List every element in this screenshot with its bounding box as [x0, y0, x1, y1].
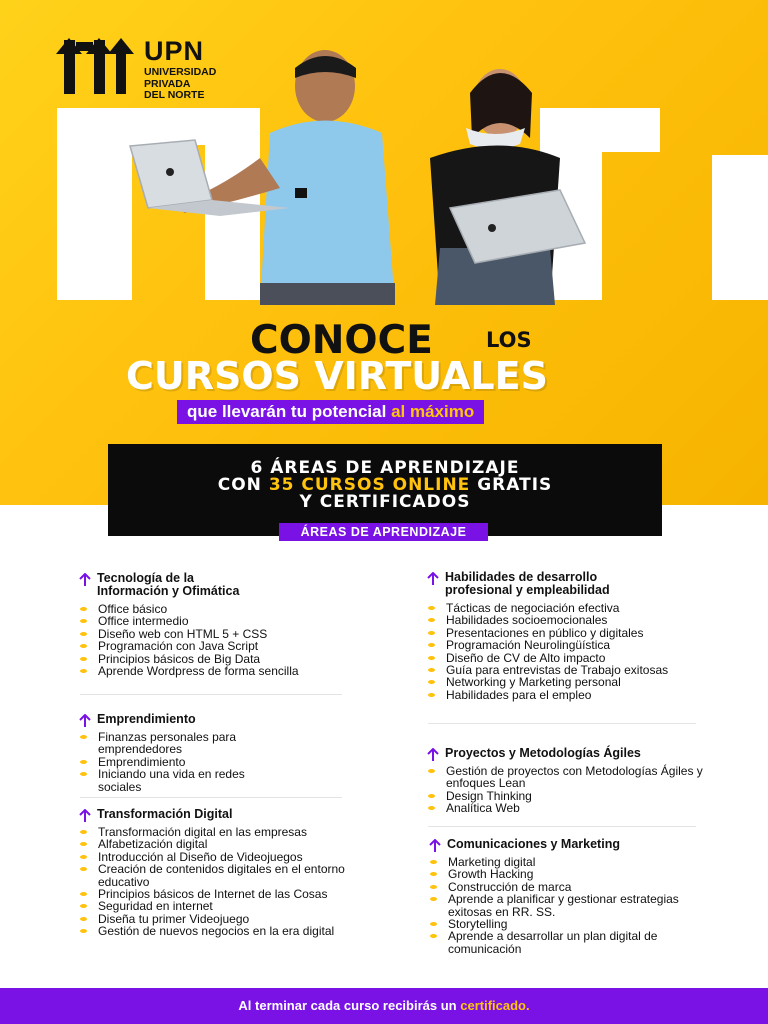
bullet-dot-icon — [80, 735, 87, 739]
section-comunicaciones — [420, 838, 720, 955]
bullet-dot-icon — [80, 830, 87, 834]
section-title-line: Transformación Digital — [97, 807, 233, 821]
bullet-dot-icon — [428, 668, 435, 672]
course-list — [420, 856, 692, 955]
section-title — [418, 571, 718, 597]
section-title-line: Información y Ofimática — [97, 584, 240, 598]
course-item-label: Office intermedio — [98, 614, 189, 629]
course-list — [418, 602, 678, 701]
section-divider — [80, 694, 342, 695]
footer-bar — [0, 988, 768, 1024]
section-emprendimiento — [70, 713, 370, 793]
banner-line1: 6 ÁREAS DE APRENDIZAJE — [250, 458, 520, 478]
arrow-up-icon — [78, 809, 92, 823]
bullet-dot-icon — [430, 885, 437, 889]
section-title — [70, 713, 370, 726]
course-list — [70, 731, 290, 793]
course-item-label: Transformación digital en las empresas — [98, 825, 307, 839]
bullet-dot-icon — [428, 680, 435, 684]
bullet-dot-icon — [430, 897, 437, 901]
course-item-label: Gestión de nuevos negocios en la era digital — [98, 924, 335, 939]
arrow-up-icon — [426, 748, 440, 762]
course-item-label: Presentaciones en público y digitales — [446, 625, 644, 640]
bullet-dot-icon — [80, 632, 87, 636]
course-item-label: Construcción de marca — [448, 879, 572, 894]
course-item — [70, 925, 365, 937]
section-title — [70, 572, 370, 598]
course-item-label: Seguridad en internet — [98, 899, 213, 914]
course-item-label: Alfabetización digital — [98, 837, 208, 852]
course-item — [418, 689, 678, 701]
course-item-label: Finanzas personales para emprendedores — [98, 730, 237, 757]
bullet-dot-icon — [80, 772, 87, 776]
course-item-label: Office básico — [98, 602, 168, 616]
course-item — [70, 863, 365, 888]
section-divider — [428, 826, 696, 827]
bullet-dot-icon — [428, 656, 435, 660]
course-list — [418, 765, 713, 815]
course-item — [418, 802, 713, 814]
section-title-line: Proyectos y Metodologías Ágiles — [445, 746, 641, 760]
bullet-dot-icon — [428, 794, 435, 798]
course-item-label: Guía para entrevistas de Trabajo exitosas — [446, 663, 669, 678]
bullet-dot-icon — [430, 934, 437, 938]
course-item-label: Principios básicos de Internet de las Cosas — [98, 887, 328, 902]
bullet-dot-icon — [80, 892, 87, 896]
arrow-up-icon — [78, 714, 92, 728]
bullet-dot-icon — [428, 806, 435, 810]
section-divider — [428, 723, 696, 724]
bullet-dot-icon — [430, 922, 437, 926]
section-habilidades — [418, 571, 718, 701]
headline-los: LOS — [486, 328, 532, 352]
section-title — [418, 747, 718, 760]
banner-line2-c: GRATIS — [477, 475, 553, 495]
course-item-label: Aprende a planificar y gestionar estrategias exitosas en RR. SS. — [448, 892, 679, 919]
bullet-dot-icon — [80, 855, 87, 859]
section-title — [70, 808, 370, 821]
tagline-highlight: al máximo — [391, 402, 475, 421]
bullet-dot-icon — [80, 657, 87, 661]
bullet-dot-icon — [80, 669, 87, 673]
hero-banner — [0, 0, 768, 505]
bullet-dot-icon — [80, 760, 87, 764]
course-item-label: Diseña tu primer Videojuego — [98, 911, 250, 926]
white-shape — [712, 155, 768, 300]
course-item-label: Diseño web con HTML 5 + CSS — [98, 626, 268, 641]
course-item-label: Gestión de proyectos con Metodologías Ágiles y enfoques Lean — [446, 764, 703, 791]
section-proyectos — [418, 747, 718, 815]
bullet-dot-icon — [80, 619, 87, 623]
logo-sub-line: UNIVERSIDAD — [144, 66, 217, 78]
section-transformacion — [70, 808, 370, 938]
students-photo — [120, 48, 610, 305]
course-item-label: Programación Neurolingüística — [446, 638, 611, 653]
course-item-label: Habilidades socioemocionales — [446, 613, 608, 628]
course-item-label: Creación de contenidos digitales en el entorno educativo — [98, 862, 345, 889]
course-item-label: Growth Hacking — [448, 867, 534, 882]
bullet-dot-icon — [430, 860, 437, 864]
banner-line2-b: 35 CURSOS ONLINE — [268, 475, 471, 495]
course-item-label: Iniciando una vida en redes sociales — [98, 767, 245, 794]
bullet-dot-icon — [428, 693, 435, 697]
course-item-label: Tácticas de negociación efectiva — [446, 601, 620, 615]
banner-line3: Y CERTIFICADOS — [299, 492, 471, 512]
bullet-dot-icon — [428, 606, 435, 610]
course-item-label: Aprende Wordpress de forma sencilla — [98, 664, 299, 679]
section-title-line: Habilidades de desarrollo — [445, 570, 598, 584]
course-item — [420, 930, 692, 955]
bullet-dot-icon — [80, 842, 87, 846]
section-title-line: profesional y empleabilidad — [445, 583, 610, 597]
course-item-label: Design Thinking — [446, 788, 532, 803]
course-list — [70, 826, 365, 938]
bullet-dot-icon — [428, 631, 435, 635]
headline-cursos-virtuales: CURSOS VIRTUALES — [126, 354, 548, 398]
bullet-dot-icon — [430, 872, 437, 876]
arrow-up-icon — [426, 572, 440, 586]
logo-sub-line: PRIVADA — [144, 77, 191, 90]
footer-text: Al terminar cada curso recibirás un — [238, 998, 457, 1013]
course-item-label: Aprende a desarrollar un plan digital de comunicación — [448, 929, 658, 956]
arrow-up-icon — [428, 839, 442, 853]
arrow-up-icon — [78, 573, 92, 587]
course-item — [70, 665, 370, 677]
course-list — [70, 603, 370, 677]
course-item-label: Analítica Web — [446, 801, 520, 816]
course-item-label: Principios básicos de Big Data — [98, 651, 261, 666]
course-item — [70, 731, 290, 756]
section-title — [420, 838, 720, 851]
banner-line2-a: CON — [217, 475, 262, 495]
headline-conoce: CONOCE — [250, 318, 433, 363]
section-tecnologia — [70, 572, 370, 677]
bullet-dot-icon — [428, 643, 435, 647]
section-title-line: Emprendimiento — [97, 712, 196, 726]
tagline-text: que llevarán tu potencial — [187, 402, 387, 421]
course-item-label: Storytelling — [448, 917, 508, 932]
bullet-dot-icon — [80, 929, 87, 933]
section-divider — [80, 797, 342, 798]
course-item-label: Marketing digital — [448, 855, 536, 869]
section-title-line: Tecnología de la — [97, 571, 195, 585]
bullet-dot-icon — [80, 644, 87, 648]
bullet-dot-icon — [80, 867, 87, 871]
bullet-dot-icon — [428, 618, 435, 622]
logo-sub-line: DEL NORTE — [144, 89, 205, 101]
course-item — [418, 765, 713, 790]
footer-highlight: certificado. — [460, 998, 530, 1013]
course-item-label: Programación con Java Script — [98, 639, 259, 654]
section-title-line: Comunicaciones y Marketing — [447, 837, 620, 851]
course-item — [70, 768, 290, 793]
bullet-dot-icon — [80, 904, 87, 908]
tagline — [177, 400, 484, 424]
course-item-label: Networking y Marketing personal — [446, 675, 621, 690]
areas-label: ÁREAS DE APRENDIZAJE — [279, 523, 488, 541]
course-item — [420, 893, 692, 918]
bullet-dot-icon — [80, 607, 87, 611]
course-item-label: Habilidades para el empleo — [446, 687, 592, 702]
course-item-label: Diseño de CV de Alto impacto — [446, 650, 606, 665]
bullet-dot-icon — [80, 917, 87, 921]
course-item-label: Introducción al Diseño de Videojuegos — [98, 849, 303, 864]
bullet-dot-icon — [428, 769, 435, 773]
course-item-label: Emprendimiento — [98, 754, 186, 769]
logo-name: UPN — [144, 36, 205, 66]
